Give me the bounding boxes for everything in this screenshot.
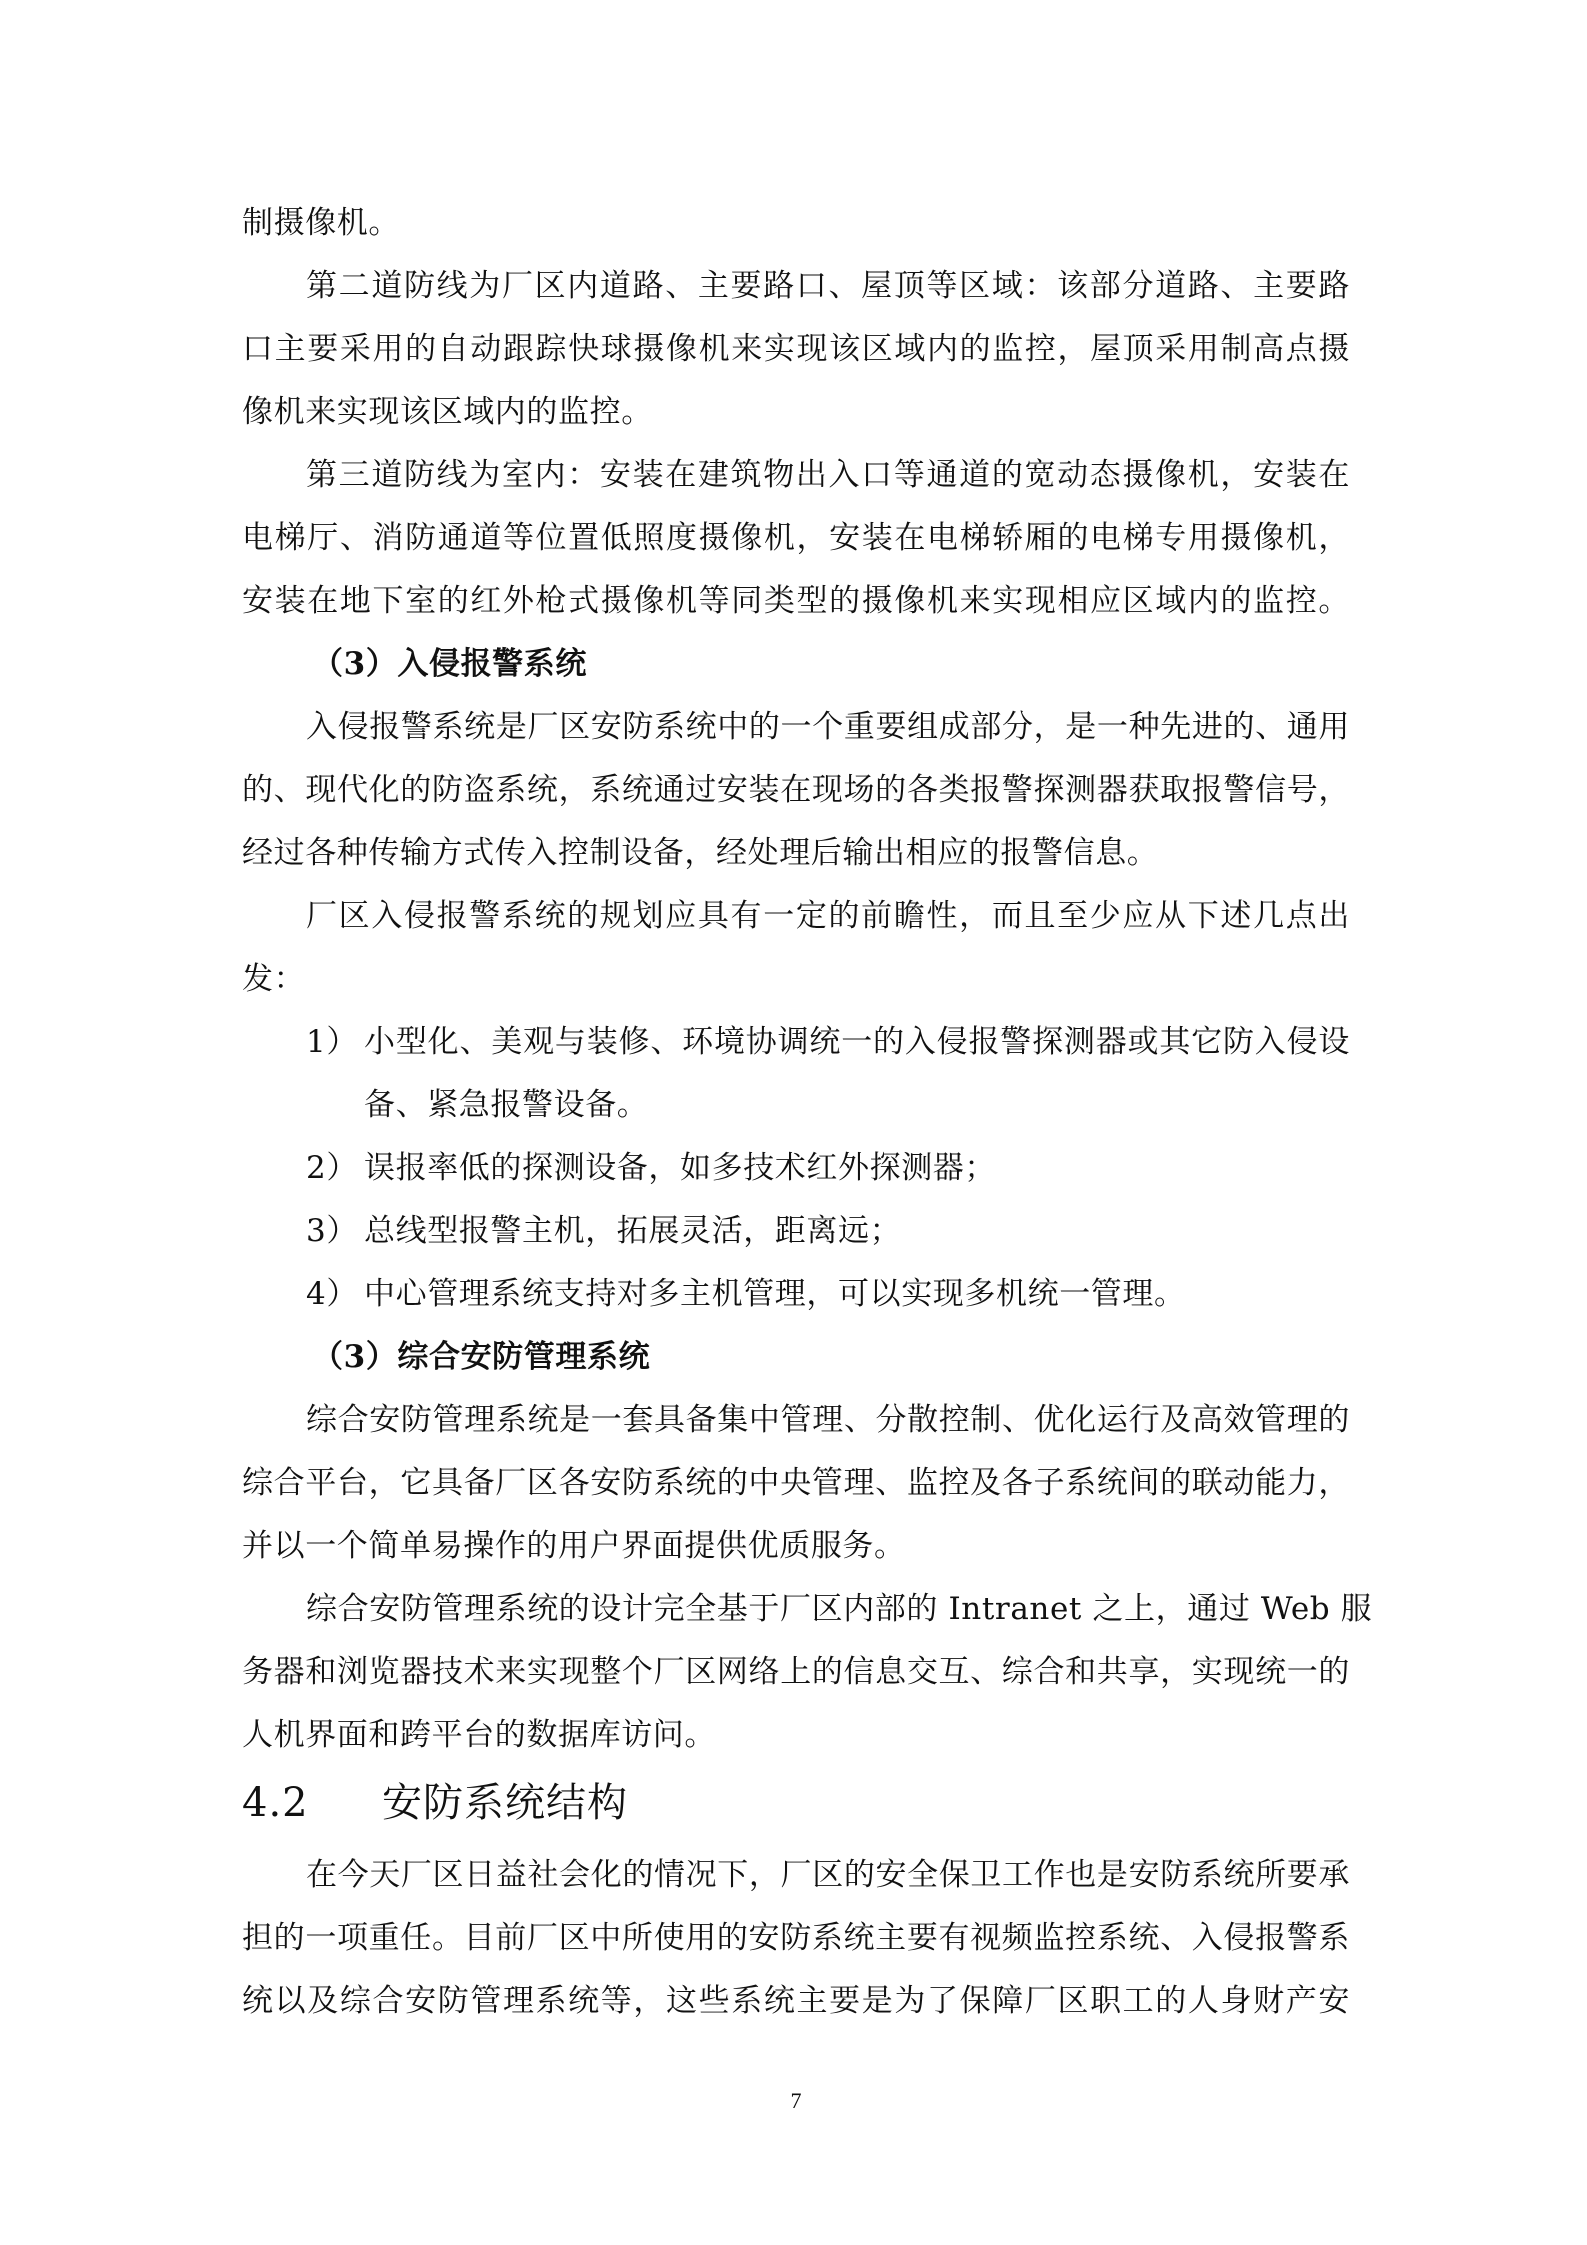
paragraph-line: 厂区入侵报警系统的规划应具有一定的前瞻性，而且至少应从下述几点出 — [306, 898, 1350, 934]
list-item-number: 4） — [306, 1276, 358, 1312]
paragraph-line: 安装在地下室的红外枪式摄像机等同类型的摄像机来实现相应区域内的监控。 — [242, 583, 1350, 619]
subsection-heading: （3）入侵报警系统 — [312, 646, 587, 682]
paragraph-line: 第三道防线为室内：安装在建筑物出入口等通道的宽动态摄像机，安装在 — [306, 457, 1350, 493]
paragraph-line: 务器和浏览器技术来实现整个厂区网络上的信息交互、综合和共享，实现统一的 — [242, 1654, 1350, 1690]
subsection-heading: （3）综合安防管理系统 — [312, 1339, 651, 1375]
list-item-text: 中心管理系统支持对多主机管理，可以实现多机统一管理。 — [364, 1276, 1186, 1312]
list-item-number: 3） — [306, 1213, 358, 1249]
paragraph-line: 第二道防线为厂区内道路、主要路口、屋顶等区域：该部分道路、主要路 — [306, 268, 1350, 304]
paragraph-line: 综合安防管理系统是一套具备集中管理、分散控制、优化运行及高效管理的 — [306, 1402, 1350, 1438]
list-item-number: 2） — [306, 1150, 358, 1186]
paragraph-line: 在今天厂区日益社会化的情况下，厂区的安全保卫工作也是安防系统所要承 — [306, 1857, 1350, 1893]
page-number: 7 — [790, 2088, 802, 2113]
paragraph-line: 口主要采用的自动跟踪快球摄像机来实现该区域内的监控，屋顶采用制高点摄 — [242, 331, 1350, 367]
paragraph-line: 综合平台，它具备厂区各安防系统的中央管理、监控及各子系统间的联动能力， — [242, 1465, 1350, 1501]
list-item-text: 总线型报警主机，拓展灵活，距离远； — [364, 1213, 902, 1249]
section-heading — [242, 1778, 628, 1828]
paragraph-line: 人机界面和跨平台的数据库访问。 — [242, 1717, 716, 1753]
list-item-number: 1） — [306, 1024, 358, 1060]
section-title: 安防系统结构 — [382, 1780, 628, 1826]
paragraph-line: 担的一项重任。目前厂区中所使用的安防系统主要有视频监控系统、入侵报警系 — [242, 1920, 1350, 1956]
paragraph-line: 制摄像机。 — [242, 205, 400, 241]
paragraph-line: 发： — [242, 961, 306, 997]
paragraph-line: 的、现代化的防盗系统，系统通过安装在现场的各类报警探测器获取报警信号， — [242, 772, 1350, 808]
paragraph-line: 并以一个简单易操作的用户界面提供优质服务。 — [242, 1528, 906, 1564]
paragraph-line: 经过各种传输方式传入控制设备，经处理后输出相应的报警信息。 — [242, 835, 1159, 871]
list-item-text: 备、紧急报警设备。 — [364, 1087, 649, 1123]
paragraph-line: 综合安防管理系统的设计完全基于厂区内部的 Intranet 之上，通过 Web 服 — [306, 1591, 1373, 1627]
paragraph-line: 电梯厅、消防通道等位置低照度摄像机，安装在电梯轿厢的电梯专用摄像机， — [242, 520, 1350, 556]
paragraph-line: 像机来实现该区域内的监控。 — [242, 394, 653, 430]
section-number: 4.2 — [242, 1780, 309, 1826]
list-item-text: 小型化、美观与装修、环境协调统一的入侵报警探测器或其它防入侵设 — [364, 1024, 1350, 1060]
list-item-text: 误报率低的探测设备，如多技术红外探测器； — [364, 1150, 996, 1186]
paragraph-line: 统以及综合安防管理系统等，这些系统主要是为了保障厂区职工的人身财产安 — [242, 1983, 1350, 2019]
paragraph-line: 入侵报警系统是厂区安防系统中的一个重要组成部分，是一种先进的、通用 — [306, 709, 1350, 745]
